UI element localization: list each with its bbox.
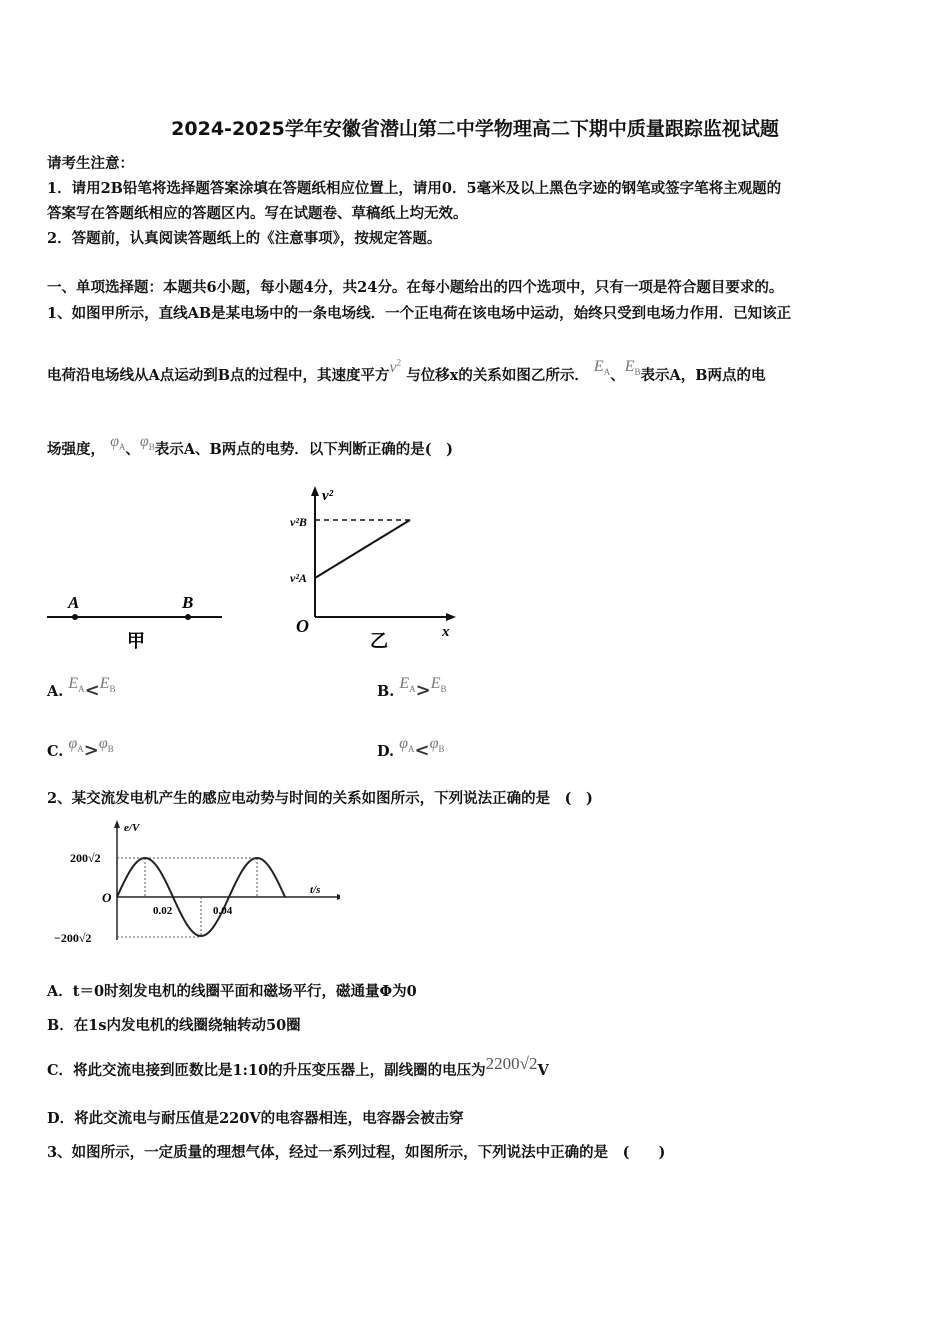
notice-line: 1．请用2B铅笔将选择题答案涂填在答题纸相应位置上，请用0．5毫米及以上黑色字迹的钢笔或签字笔将主观题的: [47, 180, 782, 197]
option-letter: D.: [377, 743, 395, 760]
sub: B: [438, 744, 445, 755]
va-label: v²A: [290, 571, 307, 585]
option-letter: B.: [377, 683, 395, 700]
sub: A: [408, 744, 415, 755]
origin-label: O: [296, 616, 309, 636]
phi-b: $\varphi_B$: [139, 433, 155, 453]
operator: >: [415, 680, 431, 701]
text: C．将此交流电接到匝数比是1:10的升压变压器上，副线圈的电压为: [47, 1062, 486, 1079]
q1-stem: 1、如图甲所示，直线AB是某电场中的一条电场线．一个正电荷在该电场中运动，始终只受到电场力作用．已知该正: [47, 305, 792, 322]
label-b: B: [182, 593, 194, 612]
text: 表示A，B两点的电: [640, 367, 766, 384]
v-squared: $v^2$: [389, 357, 402, 376]
text: 与位移x的关系如图乙所示．: [406, 367, 589, 384]
section-heading: 一、单项选择题：本题共6小题，每小题4分，共24分。在每小题给出的四个选项中，只有一项是符合题目要求的。: [47, 279, 784, 296]
caption-yi: 乙: [370, 631, 388, 651]
operator: >: [83, 740, 99, 761]
q2-option-a[interactable]: A．t＝0时刻发电机的线圈平面和磁场平行，磁通量Φ为0: [47, 983, 417, 1000]
q2-option-b[interactable]: B．在1s内发电机的线圈绕轴转动50圈: [47, 1017, 301, 1034]
sub: A: [78, 684, 85, 695]
q1-option-b[interactable]: [377, 675, 447, 702]
caption-jia: 甲: [127, 631, 145, 651]
page-title: 2024-2025学年安徽省潜山第二中学物理高二下期中质量跟踪监视试题: [171, 118, 779, 140]
sub: B: [107, 744, 114, 755]
option-letter: C.: [47, 743, 64, 760]
label-a: A: [68, 593, 80, 612]
q1-stem: 电荷沿电场线从A点运动到B点的过程中，其速度平方$v^2$ 与位移x的关系如图乙所示． $E_A$、$E_B$表示A，B两点的电: [47, 357, 766, 384]
q2-stem: 2、某交流发电机产生的感应电动势与时间的关系如图所示，下列说法正确的是 ( ): [47, 790, 593, 807]
q1-option-c[interactable]: [47, 735, 114, 762]
sub: A: [409, 684, 416, 695]
ymax-label: 200√2: [70, 851, 101, 865]
unit: V: [537, 1062, 549, 1079]
q2-option-c[interactable]: [47, 1054, 549, 1080]
x-axis-label: t/s: [310, 884, 321, 896]
ymin-label: −200√2: [54, 931, 92, 945]
q3-stem: 3、如图所示，一定质量的理想气体，经过一系列过程，如图所示，下列说法中正确的是 ( ): [47, 1144, 666, 1161]
sym: E: [99, 675, 110, 692]
q1-option-d[interactable]: [377, 735, 445, 762]
vb-label: v²B: [290, 515, 307, 529]
e-a: $E_A$: [593, 358, 611, 378]
voltage-value: 2200√2: [485, 1054, 538, 1073]
q2-option-d[interactable]: D．将此交流电与耐压值是220V的电容器相连，电容器会被击穿: [47, 1110, 464, 1127]
option-letter: A.: [47, 683, 64, 700]
notice-line: 2．答题前，认真阅读答题纸上的《注意事项》，按规定答题。: [47, 230, 442, 247]
q1-stem: 场强度， $\varphi_A$、$\varphi_B$表示A、B两点的电势．以下判断正确的是( ): [47, 433, 454, 458]
text: 表示A、B两点的电势．以下判断正确的是( ): [154, 441, 454, 458]
notice-line: 答案写在答题纸相应的答题区内。写在试题卷、草稿纸上均无效。: [47, 205, 468, 222]
sym: φ: [68, 735, 78, 752]
sym: E: [430, 675, 441, 692]
operator: <: [84, 680, 100, 701]
sub: B: [109, 684, 116, 695]
q1-option-a[interactable]: [47, 675, 116, 702]
q1-figures: [40, 480, 480, 660]
sym: φ: [399, 735, 409, 752]
text: 电荷沿电场线从A点运动到B点的过程中，其速度平方: [47, 367, 390, 384]
q2-chart: [40, 815, 340, 950]
notice-heading: 请考生注意：: [47, 155, 134, 172]
text: 场强度，: [47, 441, 105, 458]
origin-label: O: [102, 890, 112, 905]
sym: φ: [429, 735, 439, 752]
tick-label: 0.04: [213, 905, 233, 917]
sym: E: [68, 675, 79, 692]
sym: E: [399, 675, 410, 692]
figure-yi: [290, 486, 456, 651]
e-b: $E_B$: [624, 358, 641, 378]
phi-a: $\varphi_A$: [110, 433, 126, 453]
sub: A: [77, 744, 84, 755]
y-axis-label: e/V: [124, 822, 140, 834]
x-axis-label: x: [442, 624, 450, 640]
operator: <: [414, 740, 430, 761]
figure-jia: [47, 593, 222, 651]
tick-label: 0.02: [153, 905, 173, 917]
sub: B: [440, 684, 447, 695]
sym: φ: [98, 735, 108, 752]
y-axis-label: v²: [322, 488, 334, 504]
